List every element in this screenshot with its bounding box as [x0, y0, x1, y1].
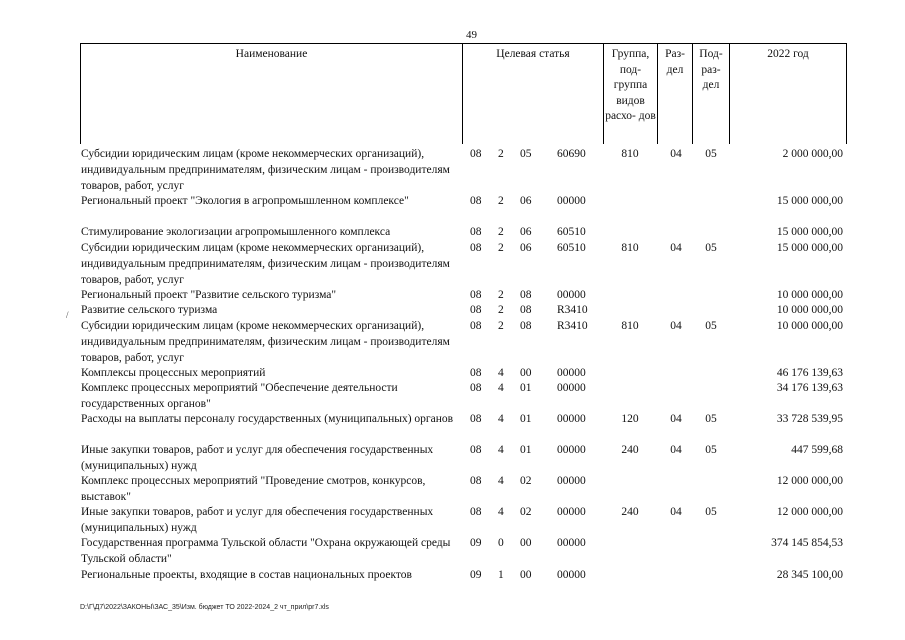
row-name: Расходы на выплаты персоналу государственных (муниципальных) органов [81, 413, 454, 425]
row-amount: 2 000 000,00 [782, 148, 843, 160]
row-code-direction: 00000 [557, 367, 586, 379]
row-amount: 46 176 139,63 [776, 367, 843, 379]
row-code-direction: 60690 [557, 148, 586, 160]
row-code-type: 2 [498, 289, 504, 301]
footer-file-path: D:\Г\Д7\2022\ЗАКОНЫ\ЗАС_35\Изм. бюджет ТО 2022-2024_2 чт_прил\pr7.xls [80, 604, 329, 611]
row-code-program: 08 [470, 289, 482, 301]
row-code-direction: 00000 [557, 382, 586, 394]
row-name: Комплексы процессных мероприятий [81, 367, 266, 379]
page-number: 49 [466, 29, 477, 41]
row-code-program: 08 [470, 320, 482, 332]
row-code-subprogram: 00 [520, 537, 532, 549]
row-code-type: 4 [498, 506, 504, 518]
row-section: 04 [670, 506, 682, 518]
row-name: Комплекс процессных мероприятий "Проведение смотров, конкурсов, выставок" [81, 475, 426, 503]
row-subsection: 05 [705, 506, 717, 518]
row-code-subprogram: 01 [520, 382, 532, 394]
header-year: 2022 год [767, 48, 809, 60]
row-code-type: 4 [498, 413, 504, 425]
row-amount: 33 728 539,95 [776, 413, 843, 425]
row-code-direction: 00000 [557, 195, 586, 207]
row-code-type: 2 [498, 304, 504, 316]
row-amount: 12 000 000,00 [776, 475, 843, 487]
row-subsection: 05 [705, 320, 717, 332]
table-top-border [80, 43, 846, 44]
row-code-program: 08 [470, 444, 482, 456]
row-code-type: 2 [498, 226, 504, 238]
row-code-type: 1 [498, 569, 504, 581]
header-name: Наименование [235, 48, 308, 60]
row-code-direction: 00000 [557, 537, 586, 549]
row-code-subprogram: 02 [520, 506, 532, 518]
row-code-program: 08 [470, 506, 482, 518]
row-code-direction: 00000 [557, 289, 586, 301]
row-expense-group: 810 [621, 320, 639, 332]
row-amount: 10 000 000,00 [776, 289, 843, 301]
row-code-subprogram: 08 [520, 304, 532, 316]
stray-mark: / [66, 310, 69, 320]
row-section: 04 [670, 148, 682, 160]
row-code-program: 08 [470, 475, 482, 487]
row-amount: 34 176 139,63 [776, 382, 843, 394]
row-amount: 28 345 100,00 [776, 569, 843, 581]
row-code-direction: 00000 [557, 506, 586, 518]
row-section: 04 [670, 444, 682, 456]
row-code-direction: 00000 [557, 569, 586, 581]
row-code-program: 08 [470, 304, 482, 316]
row-code-subprogram: 08 [520, 289, 532, 301]
row-code-direction: 00000 [557, 475, 586, 487]
row-code-type: 4 [498, 367, 504, 379]
row-code-type: 2 [498, 195, 504, 207]
column-divider [846, 43, 847, 144]
row-code-program: 08 [470, 367, 482, 379]
row-amount: 447 599,68 [791, 444, 843, 456]
row-code-program: 09 [470, 537, 482, 549]
row-section: 04 [670, 413, 682, 425]
row-code-subprogram: 06 [520, 242, 532, 254]
row-name: Региональный проект "Развитие сельского туризма" [81, 289, 337, 301]
header-subsection: Под- раз- дел [699, 48, 723, 91]
row-amount: 15 000 000,00 [776, 195, 843, 207]
row-code-subprogram: 00 [520, 569, 532, 581]
row-code-type: 4 [498, 444, 504, 456]
row-code-direction: 00000 [557, 444, 586, 456]
row-code-subprogram: 05 [520, 148, 532, 160]
row-code-program: 08 [470, 226, 482, 238]
row-code-type: 4 [498, 382, 504, 394]
header-expense-group: Группа, под- группа видов расхо- дов [605, 48, 656, 122]
row-code-subprogram: 06 [520, 195, 532, 207]
row-code-direction: R3410 [557, 304, 588, 316]
row-code-type: 2 [498, 148, 504, 160]
row-name: Субсидии юридическим лицам (кроме некоммерческих организаций), индивидуальным предпринимателям, физическим лицам - производителям товаров, работ, услуг [81, 320, 450, 364]
row-subsection: 05 [705, 413, 717, 425]
row-expense-group: 120 [621, 413, 639, 425]
row-name: Региональный проект "Экология в агропромышленном комплексе" [81, 195, 409, 207]
row-code-subprogram: 06 [520, 226, 532, 238]
row-amount: 12 000 000,00 [776, 506, 843, 518]
row-code-direction: R3410 [557, 320, 588, 332]
row-code-program: 08 [470, 382, 482, 394]
row-section: 04 [670, 242, 682, 254]
row-code-type: 2 [498, 242, 504, 254]
row-name: Стимулирование экологизации агропромышленного комплекса [81, 226, 391, 238]
row-amount: 374 145 854,53 [771, 537, 843, 549]
row-name: Иные закупки товаров, работ и услуг для обеспечения государственных (муниципальных) нужд [81, 444, 434, 472]
row-code-program: 08 [470, 148, 482, 160]
row-expense-group: 240 [621, 444, 639, 456]
row-name: Комплекс процессных мероприятий "Обеспечение деятельности государственных органов" [81, 382, 398, 410]
row-name: Развитие сельского туризма [81, 304, 218, 316]
row-amount: 10 000 000,00 [776, 320, 843, 332]
row-code-subprogram: 00 [520, 367, 532, 379]
row-name: Иные закупки товаров, работ и услуг для обеспечения государственных (муниципальных) нужд [81, 506, 434, 534]
row-amount: 10 000 000,00 [776, 304, 843, 316]
row-code-program: 08 [470, 413, 482, 425]
row-subsection: 05 [705, 242, 717, 254]
row-subsection: 05 [705, 444, 717, 456]
row-code-type: 2 [498, 320, 504, 332]
row-name: Региональные проекты, входящие в состав национальных проектов [81, 569, 412, 581]
row-name: Субсидии юридическим лицам (кроме некоммерческих организаций), индивидуальным предпринимателям, физическим лицам - производителям товаров, работ, услуг [81, 148, 450, 192]
row-name: Государственная программа Тульской области "Охрана окружающей среды Тульской области" [81, 537, 451, 565]
row-amount: 15 000 000,00 [776, 242, 843, 254]
row-code-direction: 00000 [557, 413, 586, 425]
row-section: 04 [670, 320, 682, 332]
row-code-type: 4 [498, 475, 504, 487]
header-target-article: Целевая статья [496, 48, 570, 60]
row-expense-group: 810 [621, 148, 639, 160]
row-amount: 15 000 000,00 [776, 226, 843, 238]
row-expense-group: 240 [621, 506, 639, 518]
row-expense-group: 810 [621, 242, 639, 254]
header-section: Раз- дел [665, 48, 685, 76]
row-code-type: 0 [498, 537, 504, 549]
row-name: Субсидии юридическим лицам (кроме некоммерческих организаций), индивидуальным предпринимателям, физическим лицам - производителям товаров, работ, услуг [81, 242, 450, 286]
row-code-direction: 60510 [557, 242, 586, 254]
row-subsection: 05 [705, 148, 717, 160]
row-code-direction: 60510 [557, 226, 586, 238]
row-code-program: 09 [470, 569, 482, 581]
row-code-program: 08 [470, 195, 482, 207]
row-code-program: 08 [470, 242, 482, 254]
row-code-subprogram: 02 [520, 475, 532, 487]
row-code-subprogram: 01 [520, 444, 532, 456]
row-code-subprogram: 01 [520, 413, 532, 425]
row-code-subprogram: 08 [520, 320, 532, 332]
